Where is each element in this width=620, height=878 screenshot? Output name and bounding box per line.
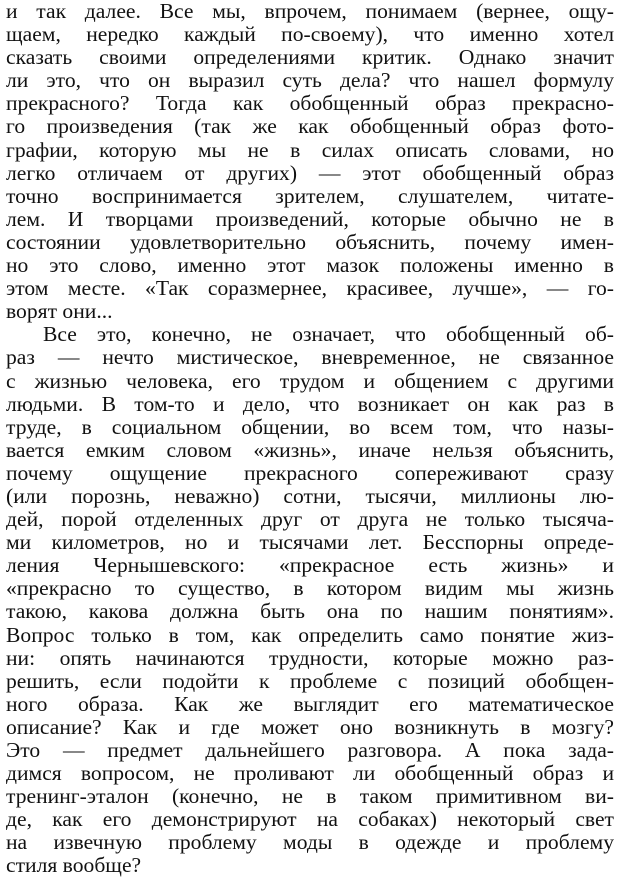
text-line: лем. И творцами произведений, которые обычно не в <box>6 206 614 231</box>
text-line: вается емким словом «жизнь», иначе нельзя объяснить, <box>6 437 614 462</box>
paragraph-1 <box>6 0 614 323</box>
text-line: стиля вообще? <box>6 853 142 878</box>
text-line: «прекрасно то существо, в котором видим мы жизнь <box>6 576 614 601</box>
text-line: Это — предмет дальнейшего разговора. А пока зада- <box>6 738 614 762</box>
text-line: ворят они... <box>6 299 113 324</box>
text-line: почему ощущение прекрасного сопереживают сразу <box>6 460 614 485</box>
text-line: с жизнью человека, его трудом и общением с другими <box>6 368 614 393</box>
text-line: дей, порой отделенных друг от друга не только тысяча- <box>6 507 614 532</box>
text-line: ного образа. Как же выглядит его математическое <box>6 691 614 716</box>
text-line: димся вопросом, не проливают ли обобщенный образ и <box>6 761 614 786</box>
text-line: такою, какова должна быть она по нашим понятиям». <box>6 599 614 624</box>
text-line: графии, которую мы не в силах описать словами, но <box>6 137 614 162</box>
text-line: де, как его демонстрируют на собаках) некоторый свет <box>6 807 614 832</box>
text-line: го произведения (так же как обобщенный образ фото- <box>6 114 614 139</box>
text-line: тренинг-эталон (конечно, не в таком примитивном ви- <box>6 784 614 809</box>
paragraph-2 <box>6 323 614 877</box>
text-line: прекрасного? Тогда как обобщенный образ прекрасно- <box>6 91 614 116</box>
text-line: ми километров, но и тысячами лет. Бесспорны опреде- <box>6 530 614 555</box>
text-line: сказать своими определениями критик. Однако значит <box>6 45 614 70</box>
book-page <box>6 0 614 878</box>
text-line: на извечную проблему моды в одежде и проблему <box>6 830 614 855</box>
text-line: людьми. В том-то и дело, что возникает он как раз в <box>6 391 614 416</box>
text-line: ления Чернышевского: «прекрасное есть жизнь» и <box>6 553 614 578</box>
text-line: раз — нечто мистическое, вневременное, не связанное <box>6 345 614 370</box>
text-line: этом месте. «Так соразмернее, красивее, лучше», — го- <box>6 276 614 301</box>
text-line: но это слово, именно этот мазок положены именно в <box>6 253 614 278</box>
text-line: описание? Как и где может оно возникнуть в мозгу? <box>6 714 614 739</box>
text-line: состоянии удовлетворительно объяснить, почему имен- <box>6 229 614 254</box>
text-line: ли это, что он выразил суть дела? что нашел формулу <box>6 68 614 93</box>
text-line: труде, в социальном общении, во всем том, что назы- <box>6 414 614 439</box>
text-line: (или порознь, неважно) сотни, тысячи, миллионы лю- <box>6 483 614 508</box>
text-line: точно воспринимается зрителем, слушателем, читате- <box>6 183 614 208</box>
text-line: решить, если подойти к проблеме с позиций обобщен- <box>6 668 614 693</box>
text-line: Вопрос только в том, как определить само понятие жиз- <box>6 622 614 647</box>
text-line: легко отличаем от других) — этот обобщенный образ <box>6 160 614 185</box>
text-line: ни: опять начинаются трудности, которые можно раз- <box>6 645 614 670</box>
text-line: и так далее. Все мы, впрочем, понимаем (вернее, ощу- <box>6 0 614 23</box>
text-line: Все это, конечно, не означает, что обобщенный об- <box>43 322 614 347</box>
text-line: щаем, нередко каждый по-своему), что именно хотел <box>6 22 614 47</box>
